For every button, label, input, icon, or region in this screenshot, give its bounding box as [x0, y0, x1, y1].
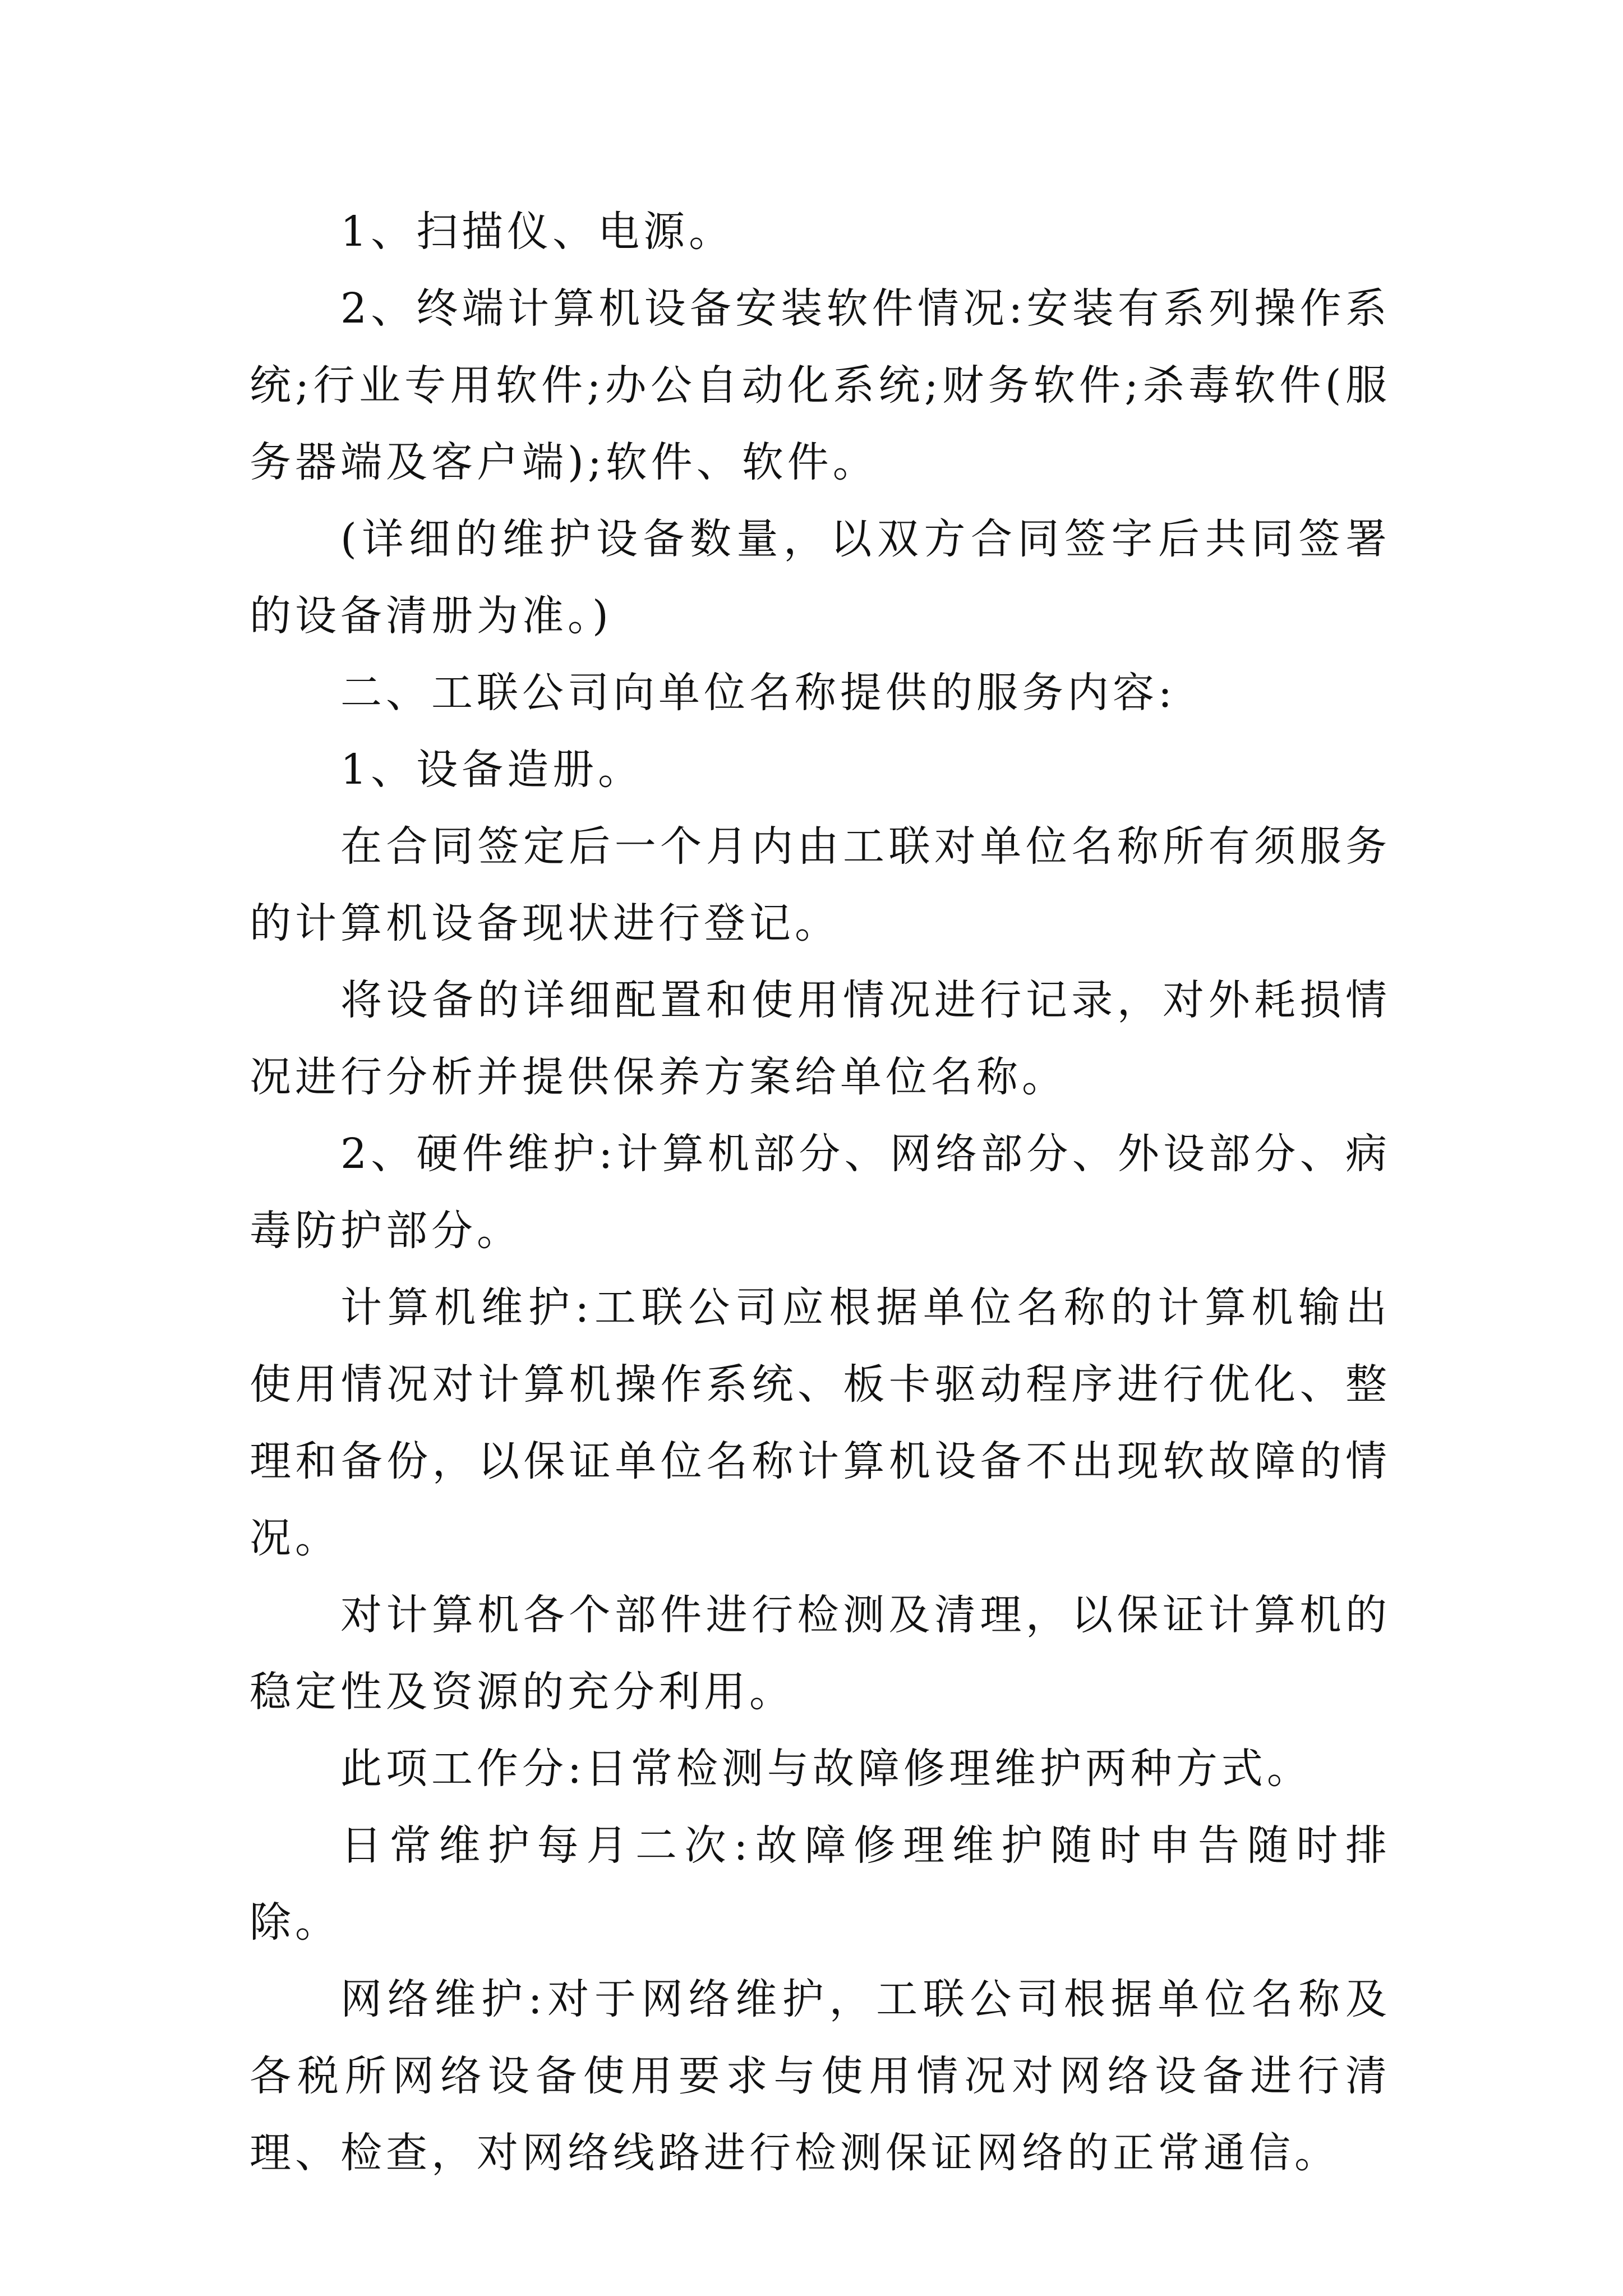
paragraph-scanner-power: 1、扫描仪、电源。	[340, 208, 735, 256]
paragraph-computer-maintenance: 计算机维护:工联公司应根据单位名称的计算机输出使用情况对计算机操作系统、板卡驱动程序进行优化、整理和备份，以保证单位名称计算机设备不出现软故障的情况。	[250, 1283, 1391, 1562]
section-heading-service-content: 二、工联公司向单位名称提供的服务内容:	[340, 669, 1176, 717]
subheading-equipment-register: 1、设备造册。	[340, 746, 644, 794]
paragraph-component-inspection: 对计算机各个部件进行检测及清理，以保证计算机的稳定性及资源的充分利用。	[250, 1591, 1391, 1716]
paragraph-registration: 在合同签定后一个月内由工联对单位名称所有须服务的计算机设备现状进行登记。	[250, 822, 1391, 947]
paragraph-network-maintenance: 网络维护:对于网络维护，工联公司根据单位名称及各税所网络设备使用要求与使用情况对网络设备进行清理、检查，对网络线路进行检测保证网络的正常通信。	[250, 1975, 1391, 2177]
paragraph-routine-schedule: 日常维护每月二次:故障修理维护随时申告随时排除。	[250, 1821, 1391, 1947]
document-body	[250, 194, 1391, 2192]
subheading-hardware-maintenance: 2、硬件维护:计算机部分、网络部分、外设部分、病毒防护部分。	[250, 1130, 1391, 1255]
paragraph-configuration-record: 将设备的详细配置和使用情况进行记录，对外耗损情况进行分析并提供保养方案给单位名称。	[250, 976, 1391, 1101]
paragraph-terminal-software: 2、终端计算机设备安装软件情况:安装有系列操作系统;行业专用软件;办公自动化系统;财务软件;杀毒软件(服务器端及客户端);软件、软件。	[250, 284, 1391, 486]
paragraph-equipment-count-note: (详细的维护设备数量，以双方合同签字后共同签署的设备清册为准。)	[250, 515, 1391, 640]
paragraph-work-modes: 此项工作分:日常检测与故障修理维护两种方式。	[340, 1745, 1312, 1793]
